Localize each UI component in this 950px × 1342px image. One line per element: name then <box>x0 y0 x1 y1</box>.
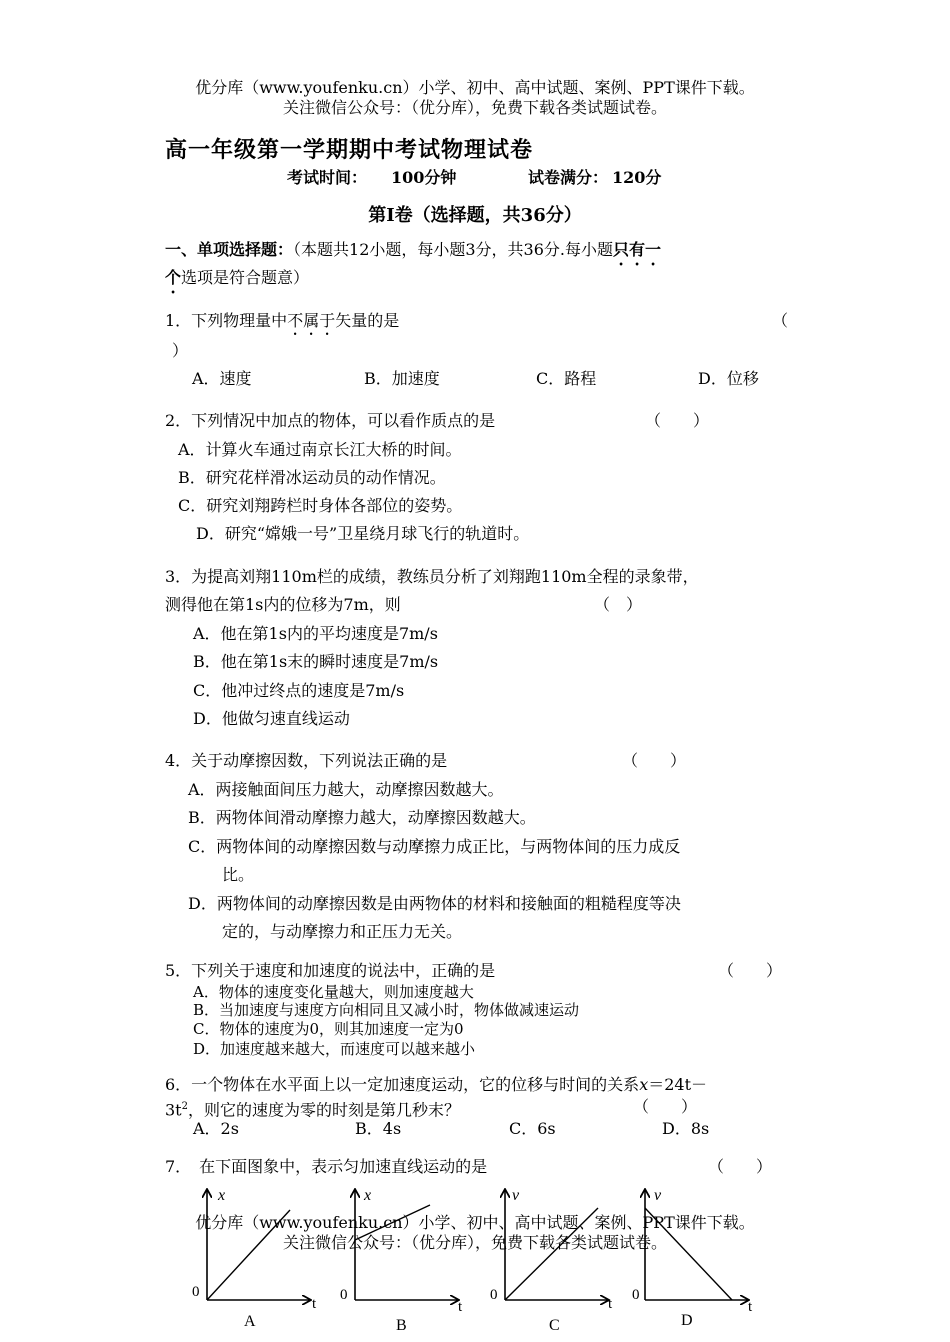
q4-bracket: （ ） <box>622 751 687 770</box>
graph-a[interactable] <box>192 1187 317 1330</box>
graph-b-x-label: t <box>458 1299 463 1315</box>
q2-option-a[interactable]: A．计算火车通过南京长江大桥的时间。 <box>178 440 462 459</box>
graph-c[interactable] <box>490 1187 613 1334</box>
q4-option-a[interactable]: A．两接触面间压力越大，动摩擦因数越大。 <box>188 780 504 799</box>
graph-a-label: A <box>244 1313 256 1330</box>
q4-option-c[interactable]: C．两物体间的动摩擦因数与动摩擦力成正比，与两物体间的压力成反 <box>188 837 681 856</box>
q3-stem-line1: 3．为提高刘翔110m栏的成绩，教练员分析了刘翔跑110m全程的录象带， <box>165 567 699 586</box>
q4-option-c-cont: 比。 <box>222 865 255 884</box>
q2-option-c[interactable]: C．研究刘翔跨栏时身体各部位的姿势。 <box>178 496 463 515</box>
q2-stem: 2．下列情况中加点的物体，可以看作质点的是 <box>165 411 496 430</box>
q1-option-a[interactable]: A．速度 <box>192 369 252 388</box>
exam-time-label: 考试时间： <box>287 168 368 187</box>
graph-c-label: C <box>549 1317 560 1334</box>
part1-instructions-cont <box>165 268 309 297</box>
exam-time-value: 100分钟 <box>391 168 457 187</box>
graph-b[interactable] <box>340 1187 463 1334</box>
q3-option-d[interactable]: D．他做匀速直线运动 <box>193 709 350 728</box>
graph-d-label: D <box>681 1312 693 1329</box>
graph-b-label: B <box>396 1317 407 1334</box>
q5-option-c[interactable]: C．物体的速度为0，则其加速度一定为0 <box>193 1020 464 1038</box>
q1-stem <box>165 311 399 339</box>
site-footer-line1: 优分库（www.youfenku.cn）小学、初中、高中试题、案例、PPT课件下载。 <box>195 1213 755 1232</box>
q6-exponent: 2 <box>181 1101 188 1112</box>
q1-bracket-close: ） <box>172 341 189 360</box>
graph-b-y-label: x <box>364 1187 372 1204</box>
graph-d[interactable] <box>632 1187 753 1329</box>
q1-option-d[interactable]: D．位移 <box>698 369 759 388</box>
q1-option-c[interactable]: C．路程 <box>536 369 597 388</box>
q1-stem-b: 矢量的是 <box>335 311 400 330</box>
q1-stem-a: 1．下列物理量中 <box>165 311 288 330</box>
graph-c-origin: 0 <box>490 1287 498 1303</box>
q6-option-b[interactable]: B．4s <box>355 1119 402 1138</box>
q6-stem-line1 <box>165 1075 707 1095</box>
q3-bracket: （ ） <box>594 595 643 614</box>
q3-option-c[interactable]: C．他冲过终点的速度是7m/s <box>193 681 405 700</box>
q6-stem-line2 <box>165 1097 460 1120</box>
q5-option-b[interactable]: B．当加速度与速度方向相同且又减小时，物体做减速运动 <box>193 1001 580 1019</box>
q4-option-d[interactable]: D．两物体间的动摩擦因数是由两物体的材料和接触面的粗糙程度等决 <box>188 894 681 913</box>
part1-instructions <box>165 240 661 269</box>
q1-stem-emphasis: 不属于 <box>287 311 336 330</box>
q3-option-b[interactable]: B．他在第1s末的瞬时速度是7m/s <box>193 652 439 671</box>
q6-option-c[interactable]: C．6s <box>509 1119 556 1138</box>
graph-d-origin: 0 <box>632 1287 640 1303</box>
q2-bracket: （ ） <box>645 411 710 430</box>
graph-c-x-label: t <box>608 1296 613 1312</box>
q6-stem-d: ，则它的速度为零的时刻是第几秒末？ <box>187 1100 460 1120</box>
site-footer-line2: 关注微信公众号：（优分库），免费下载各类试题试卷。 <box>282 1233 667 1252</box>
exam-score-value: 120分 <box>612 168 662 187</box>
q5-option-d[interactable]: D．加速度越来越大，而速度可以越来越小 <box>193 1040 476 1058</box>
graph-a-y-label: x <box>218 1187 226 1204</box>
q6-stem-a: 6．一个物体在水平面上以一定加速度运动，它的位移与时间的关系 <box>165 1075 640 1094</box>
q7-stem: 7． 在下面图象中，表示匀加速直线运动的是 <box>165 1157 488 1176</box>
q5-stem: 5．下列关于速度和加速度的说法中，正确的是 <box>165 961 496 980</box>
exam-score-label: 试卷满分： <box>528 168 609 187</box>
q6-stem-b: ＝24t－ <box>648 1075 708 1094</box>
q6-option-d[interactable]: D．8s <box>662 1119 710 1138</box>
graph-d-y-label: v <box>654 1187 662 1204</box>
part1-desc-a: （本题共12小题，每小题3分，共36分.每小题 <box>293 240 614 259</box>
part1-desc-b: 选项是符合题意） <box>181 268 310 287</box>
q6-option-a[interactable]: A．2s <box>193 1119 239 1138</box>
q4-option-d-cont: 定的，与动摩擦力和正压力无关。 <box>222 922 463 941</box>
graph-d-x-label: t <box>748 1299 753 1315</box>
part1-emphasis-2: 个 <box>165 268 182 287</box>
q1-option-b[interactable]: B．加速度 <box>364 369 440 388</box>
q5-option-a[interactable]: A．物体的速度变化量越大，则加速度越大 <box>193 983 474 1001</box>
q1-bracket-open: （ <box>772 311 789 330</box>
graph-b-origin: 0 <box>340 1287 348 1303</box>
q4-option-b[interactable]: B．两物体间滑动摩擦力越大，动摩擦因数越大。 <box>188 808 536 827</box>
q7-graphs <box>0 1180 950 1342</box>
q6-bracket: （ ） <box>633 1097 698 1116</box>
q3-option-a[interactable]: A．他在第1s内的平均速度是7m/s <box>193 624 438 643</box>
q6-stem-c: 3t <box>165 1100 182 1120</box>
part1-heading: 一、单项选择题： <box>165 240 294 259</box>
q5-bracket: （ ） <box>718 961 783 980</box>
exam-title: 高一年级第一学期期中考试物理试卷 <box>165 137 534 163</box>
q6-variable-x: x <box>639 1075 649 1094</box>
q4-stem: 4．关于动摩擦因数，下列说法正确的是 <box>165 751 448 770</box>
q3-stem-line2: 测得他在第1s内的位移为7m，则 <box>165 595 401 614</box>
q2-option-d[interactable]: D．研究“嫦娥一号”卫星绕月球飞行的轨道时。 <box>196 524 530 543</box>
q2-option-b[interactable]: B．研究花样滑冰运动员的动作情况。 <box>178 468 446 487</box>
part1-emphasis-1: 只有一 <box>613 240 662 259</box>
graph-a-x-label: t <box>312 1296 317 1312</box>
section-title: 第Ⅰ卷（选择题，共36分） <box>368 205 582 226</box>
q7-bracket: （ ） <box>708 1157 773 1176</box>
site-header-line1: 优分库（www.youfenku.cn）小学、初中、高中试题、案例、PPT课件下载。 <box>195 78 755 97</box>
graph-a-origin: 0 <box>192 1284 200 1300</box>
site-header-line2: 关注微信公众号：（优分库），免费下载各类试题试卷。 <box>282 98 667 117</box>
graph-c-y-label: v <box>512 1187 520 1204</box>
